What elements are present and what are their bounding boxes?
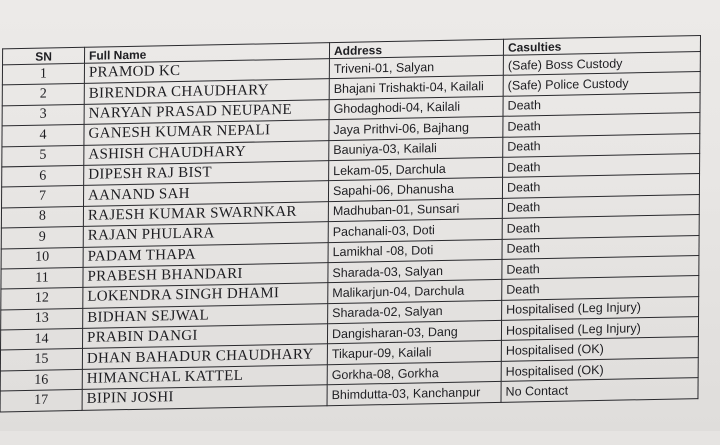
cell-sn: 15 <box>0 349 82 371</box>
cell-full-name: PRAMOD KC <box>84 59 329 84</box>
casualty-list-sheet <box>0 35 700 445</box>
cell-address: Sharada-02, Salyan <box>328 300 502 324</box>
cell-sn: 16 <box>0 369 82 391</box>
cell-full-name: BIDHAN SEJWAL <box>83 303 328 328</box>
cell-address: Sharada-03, Salyan <box>328 259 502 283</box>
cell-casualty-status: Death <box>502 255 699 279</box>
cell-full-name: PRABIN DANGI <box>83 324 328 349</box>
cell-sn: 9 <box>1 226 83 248</box>
cell-address: Lekam-05, Darchula <box>329 157 503 181</box>
cell-sn: 17 <box>0 390 82 412</box>
header-casualties: Casulties <box>503 35 700 55</box>
cell-address: Sapahi-06, Dhanusha <box>328 178 502 202</box>
cell-casualty-status: Death <box>502 276 699 300</box>
cell-full-name: DIPESH RAJ BIST <box>84 161 329 186</box>
cell-casualty-status: Hospitalised (OK) <box>501 357 698 381</box>
cell-address: Triveni-01, Salyan <box>329 55 503 79</box>
cell-full-name: RAJESH KUMAR SWARNKAR <box>83 201 328 226</box>
cell-address: Jaya Prithvi-06, Bajhang <box>329 116 503 140</box>
cell-address: Pachanali-03, Doti <box>328 218 502 242</box>
cell-casualty-status: Death <box>502 215 699 239</box>
cell-sn: 1 <box>2 63 84 85</box>
cell-casualty-status: Hospitalised (Leg Injury) <box>501 317 698 341</box>
cell-full-name: PADAM THAPA <box>83 242 328 267</box>
cell-casualty-status: Death <box>503 133 700 157</box>
cell-full-name: RAJAN PHULARA <box>83 222 328 247</box>
cell-sn: 3 <box>2 104 84 126</box>
cell-address: Madhuban-01, Sunsari <box>328 198 502 222</box>
cell-full-name: LOKENDRA SINGH DHAMI <box>83 283 328 308</box>
cell-address: Bauniya-03, Kailali <box>329 137 503 161</box>
header-full-name: Full Name <box>84 43 329 64</box>
cell-full-name: ASHISH CHAUDHARY <box>84 140 329 165</box>
cell-sn: 10 <box>1 247 83 269</box>
cell-casualty-status: Hospitalised (OK) <box>501 337 698 361</box>
cell-full-name: GANESH KUMAR NEPALI <box>84 120 329 145</box>
cell-casualty-status: Death <box>502 235 699 259</box>
cell-full-name: PRABESH BHANDARI <box>83 263 328 288</box>
cell-casualty-status: Death <box>503 113 700 137</box>
cell-sn: 14 <box>1 328 83 350</box>
cell-address: Ghodaghodi-04, Kailali <box>329 96 503 120</box>
cell-sn: 8 <box>1 206 83 228</box>
cell-sn: 4 <box>2 125 84 147</box>
cell-address: Malikarjun-04, Darchula <box>328 280 502 304</box>
cell-casualty-status: Hospitalised (Leg Injury) <box>502 296 699 320</box>
cell-sn: 13 <box>1 308 83 330</box>
cell-address: Gorkha-08, Gorkha <box>327 361 501 385</box>
cell-address: Lamikhal -08, Doti <box>328 239 502 263</box>
cell-casualty-status: Death <box>503 153 700 177</box>
casualty-table <box>0 35 701 412</box>
cell-sn: 12 <box>1 288 83 310</box>
header-address: Address <box>329 39 503 58</box>
header-sn: SN <box>3 47 85 65</box>
cell-full-name: BIRENDRA CHAUDHARY <box>84 79 329 104</box>
cell-full-name: HIMANCHAL KATTEL <box>82 365 327 390</box>
cell-sn: 7 <box>2 186 84 208</box>
cell-full-name: AANAND SAH <box>84 181 329 206</box>
cell-casualty-status: Death <box>502 174 699 198</box>
cell-casualty-status: (Safe) Police Custody <box>503 72 700 96</box>
cell-sn: 11 <box>1 267 83 289</box>
cell-casualty-status: (Safe) Boss Custody <box>503 51 700 75</box>
cell-casualty-status: Death <box>503 92 700 116</box>
cell-full-name: NARYAN PRASAD NEUPANE <box>84 99 329 124</box>
cell-full-name: BIPIN JOSHI <box>82 385 327 410</box>
cell-address: Dangisharan-03, Dang <box>327 320 501 344</box>
cell-sn: 5 <box>2 145 84 167</box>
cell-address: Tikapur-09, Kailali <box>327 341 501 365</box>
cell-sn: 2 <box>2 84 84 106</box>
cell-address: Bhimdutta-03, Kanchanpur <box>327 382 501 406</box>
table-body <box>0 51 700 411</box>
cell-address: Bhajani Trishakti-04, Kailali <box>329 76 503 100</box>
cell-sn: 6 <box>2 165 84 187</box>
cell-full-name: DHAN BAHADUR CHAUDHARY <box>82 344 327 369</box>
cell-casualty-status: Death <box>502 194 699 218</box>
cell-casualty-status: No Contact <box>501 378 698 402</box>
